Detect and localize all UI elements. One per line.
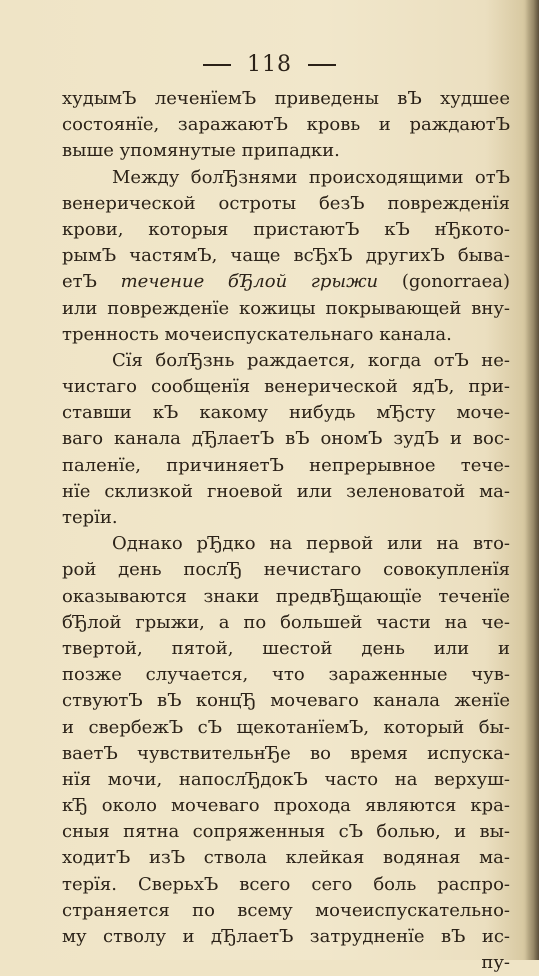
- catchword: пу-: [481, 952, 510, 974]
- text-line: терїя. СверьхЪ всего сего боль распро-: [62, 873, 510, 895]
- text-line: Сїя болЂзнь раждается, когда отЪ не-: [112, 349, 510, 371]
- text-line: тренность мочеиспускательнаго канала.: [62, 323, 452, 345]
- text-line: [62, 269, 510, 295]
- text-line: Однако рЂдко на первой или на вто-: [112, 533, 510, 555]
- text-line: твертой, пятой, шестой день или и: [62, 637, 510, 659]
- text-line: ходитЪ изЪ ствола клейкая водяная ма-: [62, 847, 510, 869]
- text-span: (gonorraea): [401, 271, 510, 293]
- text-span: етЪ: [62, 271, 97, 293]
- text-line: ваетЪ чувствительнЂе во время испуска-: [62, 742, 510, 764]
- text-line: рымЪ частямЪ, чаще всЂхЪ другихЪ быва-: [62, 245, 510, 267]
- header-dash-right: [308, 64, 336, 66]
- text-line: му стволу и дЂлаетЪ затрудненїе вЪ ис-: [62, 926, 510, 947]
- text-line: и свербежЪ сЪ щекотанїемЪ, который бы-: [62, 716, 510, 738]
- text-line: бЂлой грыжи, а по большей части на че-: [62, 611, 510, 633]
- page-edge-shadow: [525, 0, 539, 960]
- body-text: [62, 86, 510, 976]
- text-line: паленїе, причиняетЪ непрерывное тече-: [62, 454, 510, 476]
- text-line: страняется по всему мочеиспускательно-: [62, 899, 510, 921]
- text-line: крови, которыя пристаютЪ кЪ нЂкото-: [62, 218, 510, 240]
- text-line: позже случается, что зараженные чув-: [62, 664, 510, 686]
- text-line: или поврежденїе кожицы покрывающей вну-: [62, 297, 510, 319]
- text-line: терїи.: [62, 507, 118, 528]
- text-line: оказываются знаки предвЂщающїе теченїе: [62, 585, 510, 607]
- text-line: ствуютЪ вЪ концЂ мочеваго канала женїе: [62, 690, 510, 712]
- text-line: выше упомянутые припадки.: [62, 140, 340, 162]
- text-line: Между болЂзнями происходящими отЪ: [112, 166, 510, 188]
- text-line: нїя мочи, напослЂдокЪ часто на верхуш-: [62, 768, 510, 790]
- page-header: [0, 52, 539, 77]
- text-line: состоянїе, заражаютЪ кровь и раждаютЪ: [62, 114, 510, 136]
- header-dash-left: [203, 64, 231, 66]
- text-line: ваго канала дЂлаетЪ вЪ ономЪ зудЪ и вос-: [62, 428, 510, 450]
- text-line: ставши кЪ какому нибудь мЂсту моче-: [62, 402, 510, 424]
- italic-term: течение бЂлой грыжи: [120, 271, 379, 293]
- text-line: венерической остроты безЪ поврежденїя: [62, 192, 510, 214]
- text-line: худымЪ леченїемЪ приведены вЪ худшее: [62, 88, 510, 109]
- text-line: чистаго сообщенїя венерической ядЪ, при-: [62, 376, 510, 398]
- page-number: 118: [247, 52, 292, 77]
- text-line: нїе склизкой гноевой или зеленоватой ма-: [62, 480, 510, 502]
- text-line: рой день послЂ нечистаго совокупленїя: [62, 559, 510, 581]
- text-line: кЂ около мочеваго прохода являются кра-: [62, 795, 510, 817]
- text-line: сныя пятна сопряженныя сЪ болью, и вы-: [62, 821, 510, 843]
